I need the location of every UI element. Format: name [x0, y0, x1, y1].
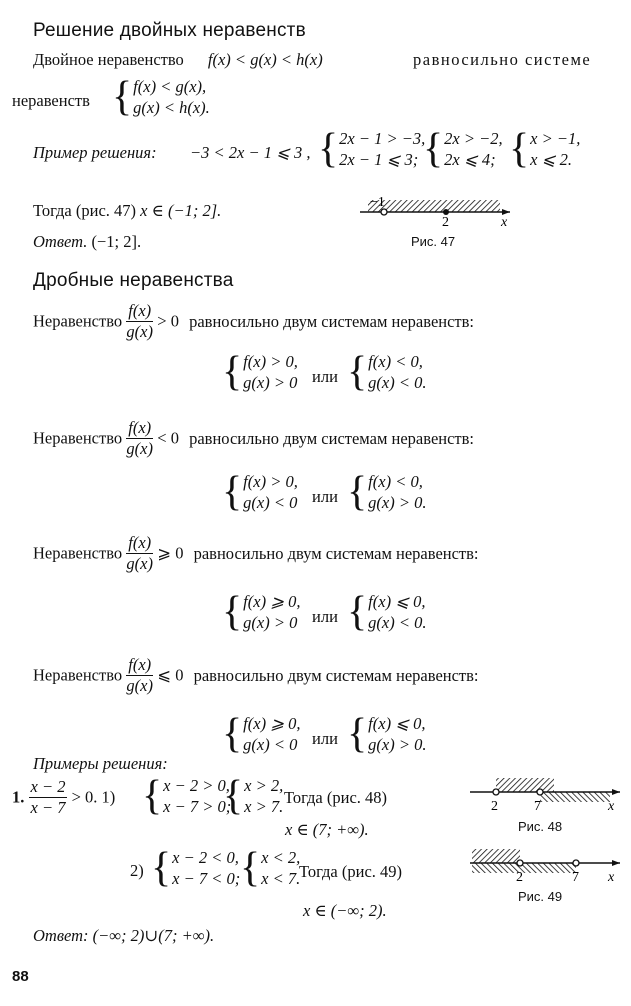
system-row: f(x) ⩾ 0,	[243, 714, 301, 733]
system-row: f(x) ⩾ 0,	[243, 592, 301, 611]
example-1-statement	[12, 777, 115, 818]
examples-label: Примеры решения:	[33, 754, 168, 773]
system-row: 2x − 1 ⩽ 3;	[339, 150, 419, 169]
part-2-system-a	[151, 847, 240, 889]
case-relation: < 0	[157, 428, 179, 448]
case-tail: равносильно двум системам неравенств:	[189, 311, 475, 331]
fraction-f-over-g	[126, 533, 153, 574]
case-3-statement	[33, 533, 479, 574]
part-1-then: Тогда (рис. 48)	[284, 788, 388, 807]
or-word: или	[312, 367, 338, 386]
system-row: f(x) > 0,	[243, 352, 298, 371]
example-system-b	[423, 128, 503, 170]
system-row: x − 7 < 0;	[172, 869, 241, 888]
answer-label: Ответ:	[33, 926, 89, 945]
system-row: f(x) < 0,	[368, 352, 423, 371]
fig49-point-b: 7	[572, 870, 579, 885]
fraction-f-over-g	[126, 655, 153, 696]
fraction-numerator: f(x)	[128, 655, 152, 674]
brace-icon: {	[347, 469, 368, 515]
fig49-axis-label: x	[608, 870, 615, 885]
or-word: или	[312, 487, 338, 506]
system-row: g(x) > 0.	[368, 493, 427, 512]
brace-icon: {	[222, 589, 243, 635]
definition-tail: равносильно системе	[413, 50, 592, 69]
example-label: Пример решения:	[33, 143, 157, 162]
case-tail: равносильно двум системам неравенств:	[193, 665, 479, 685]
brace-icon: {	[222, 469, 243, 515]
brace-icon: {	[318, 126, 339, 172]
case-2-system-right	[347, 471, 427, 513]
system-row: x − 7 > 0;	[163, 797, 232, 816]
definition-line-1	[33, 50, 323, 70]
system-row: f(x) ⩽ 0,	[368, 592, 426, 611]
system-row: f(x) > 0,	[243, 472, 298, 491]
figure-49-number-line	[468, 845, 628, 885]
fraction-denominator: g(x)	[126, 676, 153, 695]
case-relation: ⩾ 0	[157, 543, 184, 563]
then-formula: x ∈ (−1; 2].	[140, 201, 222, 220]
system-row: x > −1,	[530, 129, 581, 148]
system-row: x > 2,	[244, 776, 284, 795]
example-relation: > 0.	[71, 787, 98, 807]
part-2-label: 2)	[130, 861, 144, 880]
answer-line	[33, 232, 141, 252]
fraction-numerator: x − 2	[30, 777, 66, 796]
answer-label: Ответ.	[33, 232, 88, 251]
part-1-label: 1)	[101, 787, 116, 807]
system-row: x − 2 < 0,	[172, 848, 239, 867]
brace-icon: {	[142, 773, 163, 819]
system-row: x > 7.	[244, 797, 284, 816]
fig47-left-label: −1	[370, 195, 385, 210]
case-4-system-right	[347, 713, 427, 755]
case-2-system-left	[222, 471, 298, 513]
brace-icon: {	[347, 711, 368, 757]
case-1-system-right	[347, 351, 427, 393]
case-1-statement	[33, 301, 474, 342]
fig49-caption: Рис. 49	[518, 889, 563, 904]
then-text: Тогда (рис. 47)	[33, 201, 137, 220]
example-system-c	[509, 128, 580, 170]
system-row: g(x) < 0	[243, 493, 298, 512]
fraction-denominator: x − 7	[30, 798, 66, 817]
fraction-f-over-g	[126, 418, 153, 459]
part-1-result: x ∈ (7; +∞).	[285, 820, 369, 839]
fraction-x-minus-2-over-x-minus-7	[29, 777, 68, 818]
case-1-system-left	[222, 351, 298, 393]
case-4-system-left	[222, 713, 301, 755]
fig47-right-label: 2	[442, 215, 449, 230]
brace-icon: {	[222, 711, 243, 757]
system-row: x < 2,	[261, 848, 301, 867]
example-formula: −3 < 2x − 1 ⩽ 3 ,	[190, 143, 311, 162]
case-3-system-right	[347, 591, 427, 633]
definition-text: Двойное неравенство	[33, 50, 184, 69]
system-row: g(x) < 0	[243, 735, 298, 754]
system-row: g(x) < 0.	[368, 373, 427, 392]
fraction-denominator: g(x)	[126, 322, 153, 341]
or-word: или	[312, 607, 338, 626]
case-3-system-left	[222, 591, 301, 633]
fig47-caption: Рис. 47	[411, 234, 456, 249]
case-tail: равносильно двум системам неравенств:	[189, 428, 475, 448]
system-row: x ⩽ 2.	[530, 150, 572, 169]
fraction-denominator: g(x)	[126, 439, 153, 458]
system-row: g(x) > 0.	[368, 735, 427, 754]
brace-icon: {	[151, 845, 172, 891]
section-title-fractional-inequalities: Дробные неравенства	[33, 270, 234, 291]
case-relation: > 0	[157, 311, 179, 331]
system-row: g(x) < h(x).	[133, 98, 210, 117]
case-word: Неравенство	[33, 543, 123, 563]
part-1-system-a	[142, 775, 231, 817]
fig48-axis-label: x	[608, 799, 615, 814]
system-row: g(x) > 0	[243, 373, 298, 392]
brace-icon: {	[347, 589, 368, 635]
fig49-point-a: 2	[516, 870, 523, 885]
page-number: 88	[12, 968, 29, 985]
example-system-a	[318, 128, 425, 170]
part-2-result: x ∈ (−∞; 2).	[303, 901, 387, 920]
figure-48-number-line	[468, 774, 628, 814]
figure-47-number-line	[360, 190, 520, 230]
part-2-then: Тогда (рис. 49)	[299, 862, 403, 881]
definition-line-2: неравенств	[12, 91, 90, 110]
brace-icon: {	[222, 349, 243, 395]
system-row: 2x ⩽ 4;	[444, 150, 496, 169]
system-row: x − 2 > 0,	[163, 776, 230, 795]
final-answer-line	[33, 926, 214, 946]
fraction-numerator: f(x)	[128, 301, 152, 320]
fig47-axis-label: x	[501, 215, 508, 230]
or-word: или	[312, 729, 338, 748]
brace-icon: {	[509, 126, 530, 172]
fraction-numerator: f(x)	[128, 418, 152, 437]
brace-icon: {	[347, 349, 368, 395]
case-2-statement	[33, 418, 474, 459]
section-title-double-inequalities: Решение двойных неравенств	[33, 20, 306, 41]
system-row: 2x − 1 > −3,	[339, 129, 426, 148]
case-word: Неравенство	[33, 311, 123, 331]
answer-value: (−1; 2].	[91, 232, 142, 251]
fraction-numerator: f(x)	[128, 533, 152, 552]
example-number: 1.	[12, 787, 25, 807]
fraction-denominator: g(x)	[126, 554, 153, 573]
part-2-system-b	[240, 847, 300, 889]
case-4-statement	[33, 655, 479, 696]
brace-icon: {	[240, 845, 261, 891]
system-row: f(x) < 0,	[368, 472, 423, 491]
fig48-caption: Рис. 48	[518, 819, 563, 834]
fig48-point-b: 7	[534, 799, 541, 814]
case-word: Неравенство	[33, 665, 123, 685]
case-word: Неравенство	[33, 428, 123, 448]
case-relation: ⩽ 0	[157, 665, 184, 685]
system-row: x < 7.	[261, 869, 301, 888]
part-1-system-b	[223, 775, 283, 817]
system-row: g(x) < 0.	[368, 613, 427, 632]
brace-icon: {	[112, 74, 133, 120]
fig48-point-a: 2	[491, 799, 498, 814]
fraction-f-over-g	[126, 301, 153, 342]
system-row: 2x > −2,	[444, 129, 503, 148]
system-row: f(x) < g(x),	[133, 77, 207, 96]
double-inequality-formula: f(x) < g(x) < h(x)	[207, 50, 323, 69]
answer-value: (−∞; 2)∪(7; +∞).	[92, 926, 215, 945]
brace-icon: {	[423, 126, 444, 172]
case-tail: равносильно двум системам неравенств:	[193, 543, 479, 563]
system-of-inequalities	[112, 76, 210, 118]
system-row: g(x) > 0	[243, 613, 298, 632]
system-row: f(x) ⩽ 0,	[368, 714, 426, 733]
then-line	[33, 201, 221, 221]
brace-icon: {	[223, 773, 244, 819]
